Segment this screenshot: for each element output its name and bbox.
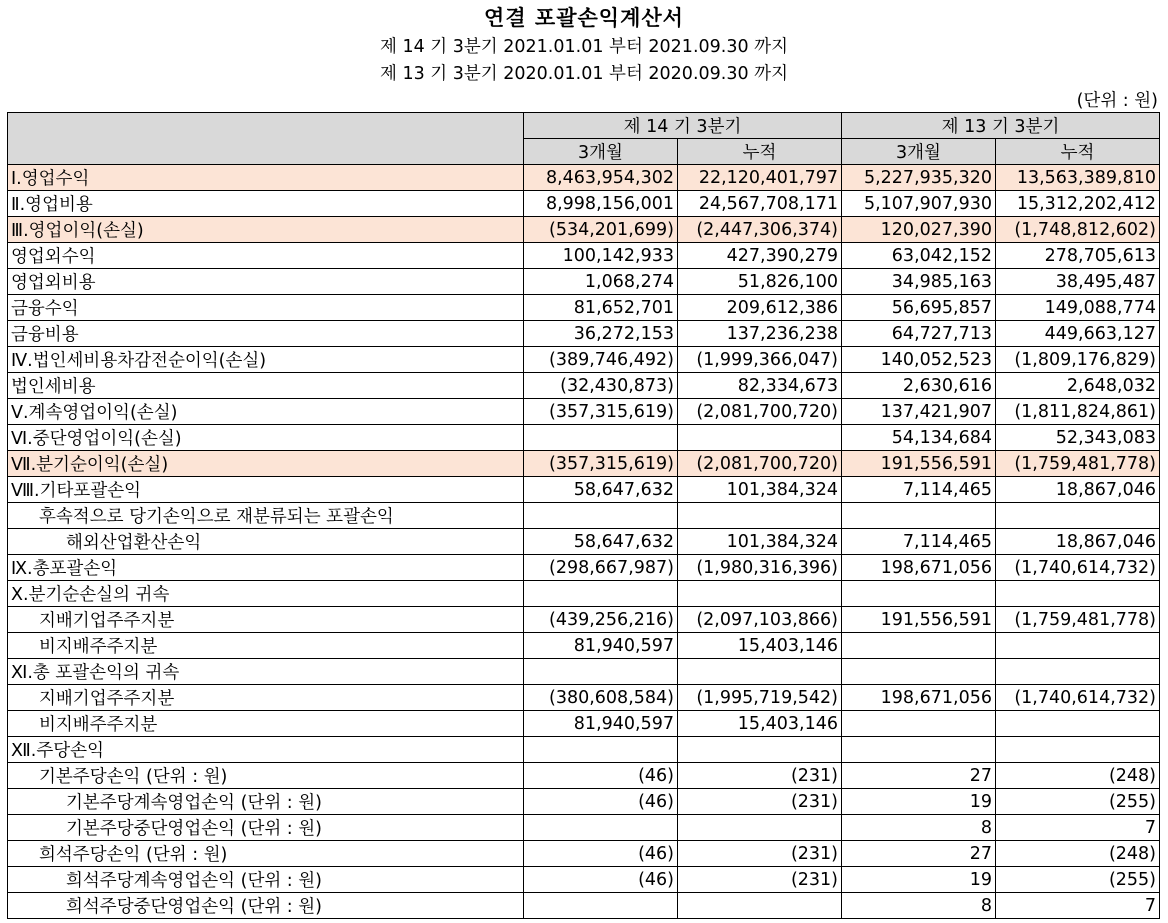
row-label: 희석주당손익 (단위 : 원) [8, 841, 524, 867]
header-account-cell [8, 113, 524, 165]
row-label: Ⅵ.중단영업이익(손실) [8, 425, 524, 451]
row-label: 금융비용 [8, 321, 524, 347]
value-cell [524, 815, 678, 841]
value-cell: 34,985,163 [842, 269, 996, 295]
value-cell: 64,727,713 [842, 321, 996, 347]
row-label: 금융수익 [8, 295, 524, 321]
value-cell [678, 737, 842, 763]
value-cell [842, 711, 996, 737]
value-cell: 1,068,274 [524, 269, 678, 295]
table-row [8, 425, 1160, 451]
value-cell: (2,081,700,720) [678, 399, 842, 425]
table-row [8, 633, 1160, 659]
row-label: 해외산업환산손익 [8, 529, 524, 555]
table-row [8, 373, 1160, 399]
period-prior: 제 13 기 3분기 2020.01.01 부터 2020.09.30 까지 [380, 64, 788, 84]
value-cell: 15,312,202,412 [996, 191, 1160, 217]
value-cell: 5,107,907,930 [842, 191, 996, 217]
value-cell: 8,463,954,302 [524, 165, 678, 191]
value-cell: (380,608,584) [524, 685, 678, 711]
value-cell: 54,134,684 [842, 425, 996, 451]
value-cell: 7,114,465 [842, 477, 996, 503]
value-cell: 38,495,487 [996, 269, 1160, 295]
value-cell [996, 581, 1160, 607]
table-row [8, 789, 1160, 815]
value-cell: (2,081,700,720) [678, 451, 842, 477]
value-cell: 58,647,632 [524, 477, 678, 503]
value-cell: 18,867,046 [996, 529, 1160, 555]
value-cell [842, 633, 996, 659]
table-row [8, 529, 1160, 555]
value-cell: (255) [996, 867, 1160, 893]
value-cell: 19 [842, 789, 996, 815]
value-cell: 13,563,389,810 [996, 165, 1160, 191]
value-cell: 19 [842, 867, 996, 893]
table-row [8, 321, 1160, 347]
value-cell [996, 633, 1160, 659]
row-label: 후속적으로 당기손익으로 재분류되는 포괄손익 [8, 503, 524, 529]
value-cell: 63,042,152 [842, 243, 996, 269]
value-cell: (231) [678, 867, 842, 893]
value-cell: 27 [842, 841, 996, 867]
value-cell [996, 503, 1160, 529]
value-cell: 100,142,933 [524, 243, 678, 269]
value-cell: (231) [678, 841, 842, 867]
statement-title: 연결 포괄손익계산서 [484, 6, 684, 30]
value-cell: (1,999,366,047) [678, 347, 842, 373]
value-cell: 27 [842, 763, 996, 789]
table-row [8, 165, 1160, 191]
value-cell: 101,384,324 [678, 529, 842, 555]
value-cell: 81,940,597 [524, 711, 678, 737]
value-cell: 7 [996, 815, 1160, 841]
value-cell: 278,705,613 [996, 243, 1160, 269]
table-row [8, 503, 1160, 529]
value-cell: (439,256,216) [524, 607, 678, 633]
value-cell: (357,315,619) [524, 399, 678, 425]
row-label: 기본주당계속영업손익 (단위 : 원) [8, 789, 524, 815]
row-label: 희석주당중단영업손익 (단위 : 원) [8, 893, 524, 919]
value-cell: (248) [996, 841, 1160, 867]
value-cell: 191,556,591 [842, 451, 996, 477]
value-cell: (46) [524, 841, 678, 867]
table-row [8, 243, 1160, 269]
value-cell: 198,671,056 [842, 685, 996, 711]
value-cell [996, 737, 1160, 763]
value-cell [678, 425, 842, 451]
value-cell: 81,940,597 [524, 633, 678, 659]
value-cell: 191,556,591 [842, 607, 996, 633]
value-cell [842, 503, 996, 529]
value-cell: 449,663,127 [996, 321, 1160, 347]
row-label: Ⅱ.영업비용 [8, 191, 524, 217]
row-label: 지배기업주주지분 [8, 607, 524, 633]
table-row [8, 893, 1160, 919]
table-row [8, 217, 1160, 243]
value-cell: 51,826,100 [678, 269, 842, 295]
value-cell [524, 893, 678, 919]
value-cell: 58,647,632 [524, 529, 678, 555]
row-label: Ⅻ.주당손익 [8, 737, 524, 763]
table-row [8, 659, 1160, 685]
value-cell: (1,740,614,732) [996, 555, 1160, 581]
value-cell: 36,272,153 [524, 321, 678, 347]
value-cell: (1,759,481,778) [996, 451, 1160, 477]
header-prior-3m: 3개월 [842, 139, 996, 165]
value-cell: (2,097,103,866) [678, 607, 842, 633]
table-row [8, 451, 1160, 477]
value-cell: (534,201,699) [524, 217, 678, 243]
value-cell: (231) [678, 763, 842, 789]
value-cell [842, 581, 996, 607]
table-row [8, 399, 1160, 425]
value-cell: (255) [996, 789, 1160, 815]
table-row [8, 191, 1160, 217]
value-cell: 2,648,032 [996, 373, 1160, 399]
value-cell: (357,315,619) [524, 451, 678, 477]
value-cell: (298,667,987) [524, 555, 678, 581]
value-cell: (231) [678, 789, 842, 815]
value-cell: (1,995,719,542) [678, 685, 842, 711]
row-label: 지배기업주주지분 [8, 685, 524, 711]
value-cell: (46) [524, 789, 678, 815]
value-cell: 7,114,465 [842, 529, 996, 555]
value-cell [524, 581, 678, 607]
value-cell: (1,740,614,732) [996, 685, 1160, 711]
unit-label: (단위 : 원) [1076, 91, 1158, 111]
header-row-periods [8, 113, 1160, 139]
value-cell: 24,567,708,171 [678, 191, 842, 217]
value-cell [842, 659, 996, 685]
table-row [8, 815, 1160, 841]
row-label: 기본주당중단영업손익 (단위 : 원) [8, 815, 524, 841]
value-cell [678, 503, 842, 529]
table-row [8, 737, 1160, 763]
value-cell: 5,227,935,320 [842, 165, 996, 191]
table-row [8, 581, 1160, 607]
value-cell: 209,612,386 [678, 295, 842, 321]
value-cell: 120,027,390 [842, 217, 996, 243]
value-cell: 149,088,774 [996, 295, 1160, 321]
row-label: 비지배주주지분 [8, 633, 524, 659]
value-cell [524, 425, 678, 451]
value-cell: 8,998,156,001 [524, 191, 678, 217]
value-cell: (1,811,824,861) [996, 399, 1160, 425]
value-cell: (389,746,492) [524, 347, 678, 373]
value-cell [678, 659, 842, 685]
value-cell: 8 [842, 815, 996, 841]
row-label: Ⅴ.계속영업이익(손실) [8, 399, 524, 425]
value-cell: (46) [524, 867, 678, 893]
value-cell [996, 659, 1160, 685]
value-cell: (248) [996, 763, 1160, 789]
row-label: 영업외비용 [8, 269, 524, 295]
value-cell: 140,052,523 [842, 347, 996, 373]
value-cell: (1,980,316,396) [678, 555, 842, 581]
table-row [8, 607, 1160, 633]
value-cell: 81,652,701 [524, 295, 678, 321]
header-prior-period: 제 13 기 3분기 [842, 113, 1160, 139]
row-label: 희석주당계속영업손익 (단위 : 원) [8, 867, 524, 893]
table-row [8, 347, 1160, 373]
table-row [8, 269, 1160, 295]
table-row [8, 867, 1160, 893]
value-cell: 7 [996, 893, 1160, 919]
value-cell: 52,343,083 [996, 425, 1160, 451]
table-row [8, 841, 1160, 867]
row-label: 영업외수익 [8, 243, 524, 269]
value-cell: 22,120,401,797 [678, 165, 842, 191]
value-cell: 198,671,056 [842, 555, 996, 581]
row-label: 비지배주주지분 [8, 711, 524, 737]
value-cell [678, 581, 842, 607]
table-row [8, 555, 1160, 581]
value-cell [524, 503, 678, 529]
value-cell: 15,403,146 [678, 633, 842, 659]
row-label: 법인세비용 [8, 373, 524, 399]
value-cell [996, 711, 1160, 737]
value-cell [678, 815, 842, 841]
value-cell [524, 659, 678, 685]
period-current: 제 14 기 3분기 2021.01.01 부터 2021.09.30 까지 [380, 37, 788, 57]
row-label: Ⅸ.총포괄손익 [8, 555, 524, 581]
row-label: Ⅹ.분기순손실의 귀속 [8, 581, 524, 607]
row-label: Ⅰ.영업수익 [8, 165, 524, 191]
table-row [8, 295, 1160, 321]
table-row [8, 711, 1160, 737]
value-cell: (46) [524, 763, 678, 789]
value-cell: 15,403,146 [678, 711, 842, 737]
value-cell: 427,390,279 [678, 243, 842, 269]
value-cell: (1,759,481,778) [996, 607, 1160, 633]
value-cell [842, 737, 996, 763]
value-cell: 8 [842, 893, 996, 919]
value-cell: 56,695,857 [842, 295, 996, 321]
value-cell: (2,447,306,374) [678, 217, 842, 243]
value-cell: 18,867,046 [996, 477, 1160, 503]
header-current-3m: 3개월 [524, 139, 678, 165]
value-cell: (32,430,873) [524, 373, 678, 399]
value-cell: 137,236,238 [678, 321, 842, 347]
value-cell: 82,334,673 [678, 373, 842, 399]
value-cell: 101,384,324 [678, 477, 842, 503]
header-prior-cumulative: 누적 [996, 139, 1160, 165]
value-cell: 137,421,907 [842, 399, 996, 425]
header-current-cumulative: 누적 [678, 139, 842, 165]
header-current-period: 제 14 기 3분기 [524, 113, 842, 139]
value-cell: (1,809,176,829) [996, 347, 1160, 373]
row-label: 기본주당손익 (단위 : 원) [8, 763, 524, 789]
income-statement-table [7, 112, 1160, 919]
value-cell: (1,748,812,602) [996, 217, 1160, 243]
row-label: Ⅶ.분기순이익(손실) [8, 451, 524, 477]
value-cell [524, 737, 678, 763]
table-row [8, 477, 1160, 503]
row-label: Ⅲ.영업이익(손실) [8, 217, 524, 243]
value-cell: 2,630,616 [842, 373, 996, 399]
row-label: Ⅷ.기타포괄손익 [8, 477, 524, 503]
row-label: Ⅳ.법인세비용차감전순이익(손실) [8, 347, 524, 373]
table-row [8, 685, 1160, 711]
row-label: Ⅺ.총 포괄손익의 귀속 [8, 659, 524, 685]
value-cell [678, 893, 842, 919]
table-row [8, 763, 1160, 789]
